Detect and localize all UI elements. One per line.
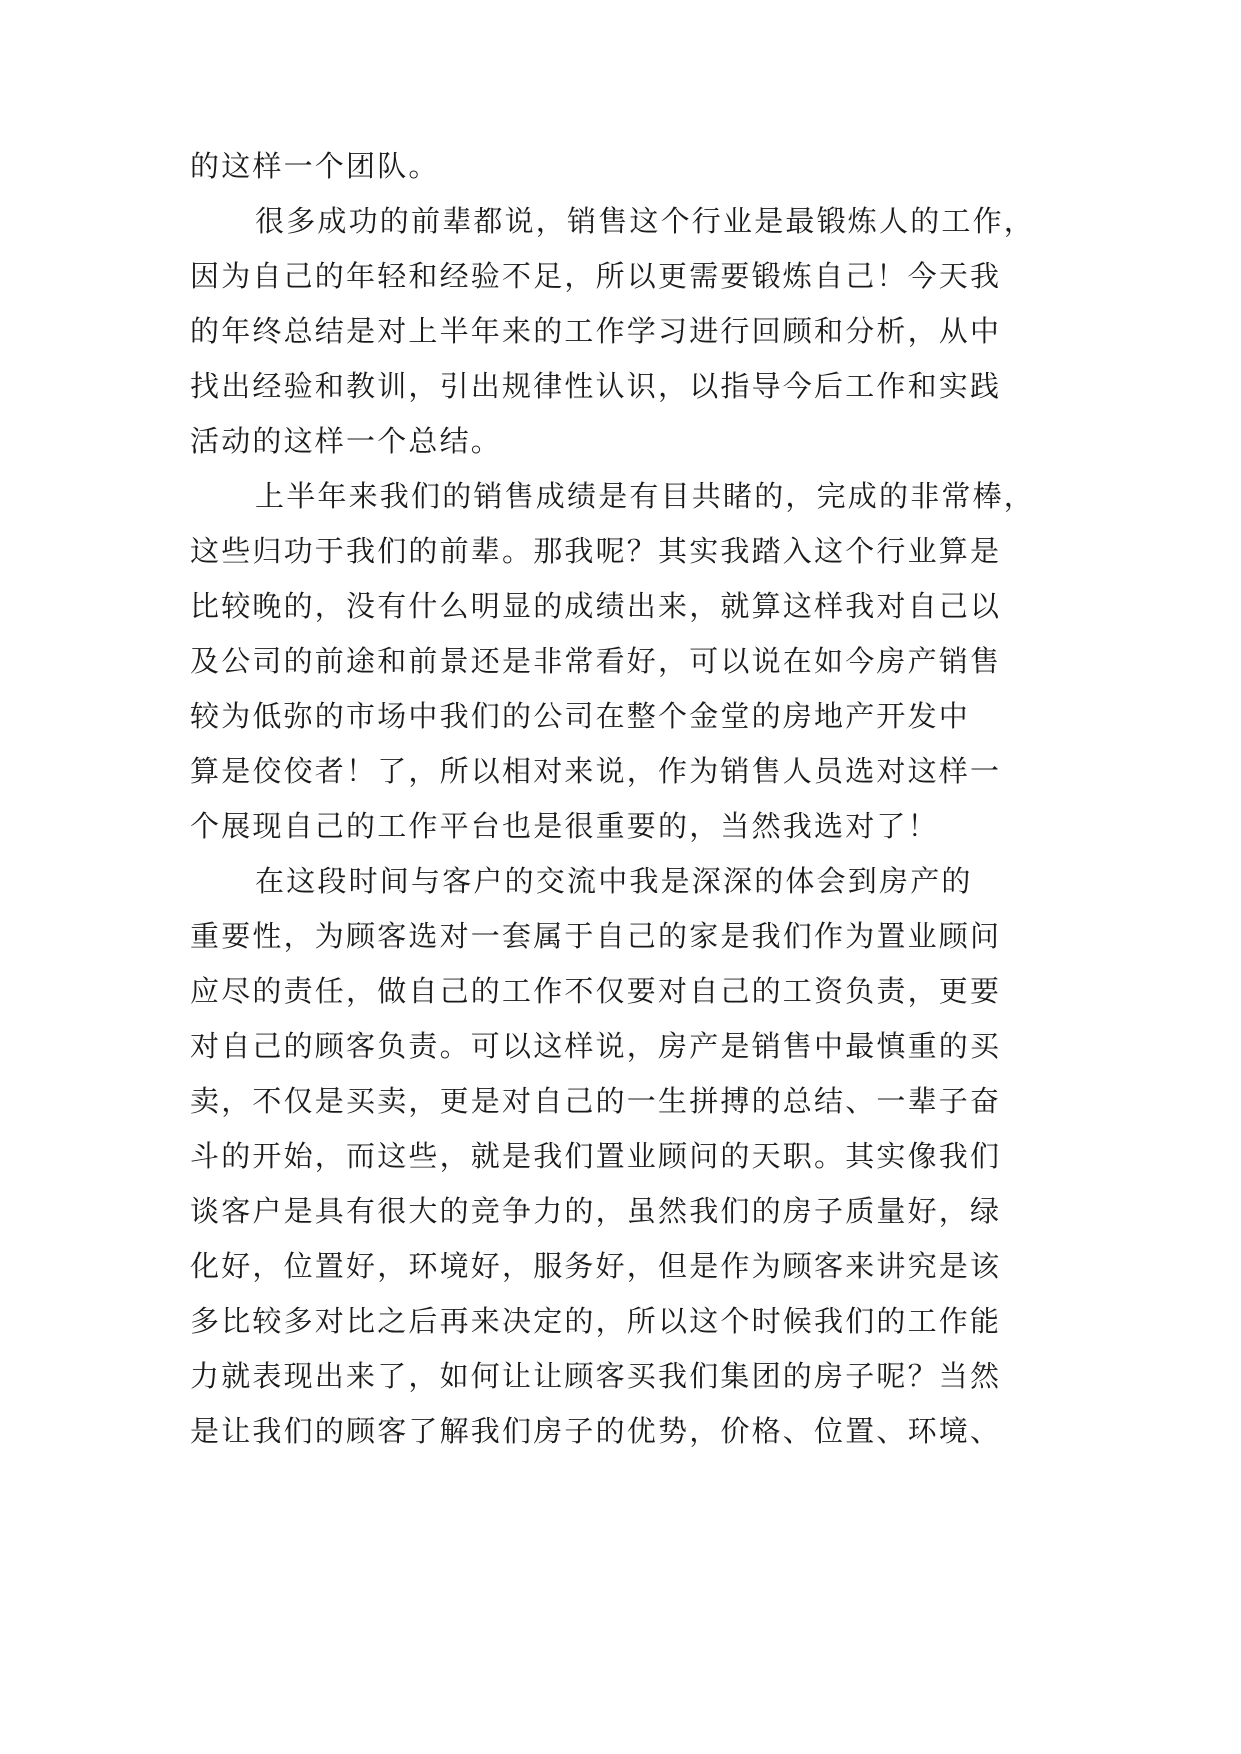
text-line: 应尽的责任，做自己的工作不仅要对自己的工资负责，更要 xyxy=(190,974,1002,1008)
paragraph-first-line: 在这段时间与客户的交流中我是深深的体会到房产的 xyxy=(255,864,973,898)
text-line: 比较晚的，没有什么明显的成绩出来，就算这样我对自己以 xyxy=(190,589,1002,623)
text-line: 重要性，为顾客选对一套属于自己的家是我们作为置业顾问 xyxy=(190,919,1002,953)
text-line: 个展现自己的工作平台也是很重要的，当然我选对了！ xyxy=(190,809,939,843)
text-line: 的这样一个团队。 xyxy=(190,149,440,183)
text-line: 的年终总结是对上半年来的工作学习进行回顾和分析，从中 xyxy=(190,314,1002,348)
text-line: 是让我们的顾客了解我们房子的优势，价格、位置、环境、 xyxy=(190,1414,1002,1448)
text-line: 算是佼佼者！了，所以相对来说，作为销售人员选对这样一 xyxy=(190,754,1002,788)
text-line: 卖，不仅是买卖，更是对自己的一生拼搏的总结、一辈子奋 xyxy=(190,1084,1002,1118)
text-line: 力就表现出来了，如何让让顾客买我们集团的房子呢？当然 xyxy=(190,1359,1002,1393)
text-line: 多比较多对比之后再来决定的，所以这个时候我们的工作能 xyxy=(190,1304,1002,1338)
text-line: 因为自己的年轻和经验不足，所以更需要锻炼自己！今天我 xyxy=(190,259,1002,293)
paragraph-first-line: 很多成功的前辈都说，销售这个行业是最锻炼人的工作， xyxy=(255,204,1036,238)
text-line: 及公司的前途和前景还是非常看好，可以说在如今房产销售 xyxy=(190,644,1002,678)
text-line: 这些归功于我们的前辈。那我呢？其实我踏入这个行业算是 xyxy=(190,534,1002,568)
text-line: 化好，位置好，环境好，服务好，但是作为顾客来讲究是该 xyxy=(190,1249,1002,1283)
text-line: 较为低弥的市场中我们的公司在整个金堂的房地产开发中 xyxy=(190,699,971,733)
paragraph-first-line: 上半年来我们的销售成绩是有目共睹的，完成的非常棒， xyxy=(255,479,1036,513)
text-line: 活动的这样一个总结。 xyxy=(190,424,503,458)
text-line: 对自己的顾客负责。可以这样说，房产是销售中最慎重的买 xyxy=(190,1029,1002,1063)
text-line: 斗的开始，而这些，就是我们置业顾问的天职。其实像我们 xyxy=(190,1139,1002,1173)
text-line: 谈客户是具有很大的竞争力的，虽然我们的房子质量好，绿 xyxy=(190,1194,1002,1228)
text-line: 找出经验和教训，引出规律性认识，以指导今后工作和实践 xyxy=(190,369,1002,403)
